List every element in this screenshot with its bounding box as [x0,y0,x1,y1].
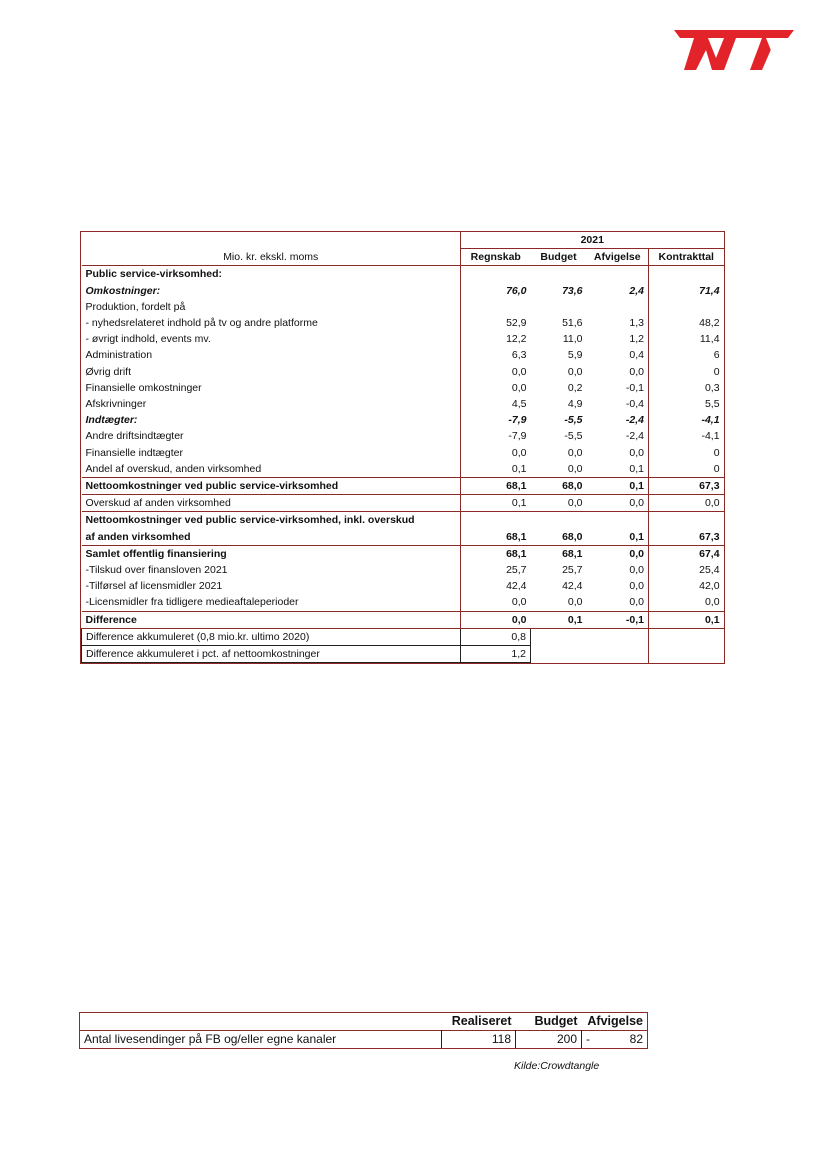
row-label: Afskrivninger [82,396,461,412]
value-afvigelse: 0,0 [587,545,649,562]
value-regnskab: 42,4 [506,580,527,593]
value-budget [531,299,587,315]
value-kontrakttal: 25,4 [699,564,720,577]
value-budget: 0,0 [531,495,587,512]
value-budget: -5,5 [564,430,583,443]
value-budget: -5,5 [564,414,583,427]
row-label: -Tilskud over finansloven 2021 [82,562,461,578]
table-row [82,495,724,512]
value-afvigelse [587,512,649,529]
value-budget: 11,0 [562,333,583,346]
finance-table [81,232,724,663]
value-budget: 0,2 [567,381,583,394]
value-afvigelse: 0,4 [587,347,649,363]
row-label: Andel af overskud, anden virksomhed [82,461,461,478]
value-afvigelse: 1,3 [587,315,649,331]
value-budget: 68,1 [531,545,587,562]
value-budget [531,512,587,529]
row-label: - øvrigt indhold, events mv. [82,331,461,347]
value-kontrakttal: 67,3 [699,530,720,543]
value-afvigelse: 0,0 [587,578,649,594]
value-afvigelse: 0,0 [587,562,649,578]
value-kontrakttal: 71,4 [699,284,720,297]
table-row [82,529,724,546]
live-row-label: Antal livesendinger på FB og/eller egne kanaler [80,1031,442,1049]
section-label: Public service-virksomhed: [82,266,461,283]
table-row [82,512,724,529]
value-kontrakttal: 0,1 [649,611,724,628]
live-col-afvigelse: Afvigelse [582,1013,648,1031]
row-label: Finansielle omkostninger [82,380,461,396]
value-budget: 0,0 [567,365,583,378]
value-regnskab: 25,7 [506,564,527,577]
value-budget: 73,6 [562,284,583,297]
table-row [82,315,724,331]
table-row [82,412,724,428]
value-kontrakttal: 0,0 [649,495,724,512]
accumulated-value: 0,8 [461,628,531,645]
table-row [82,611,724,628]
value-afvigelse [587,299,649,315]
table-row [82,364,724,380]
value-budget: 0,1 [531,611,587,628]
accumulated-label: Difference akkumuleret (0,8 mio.kr. ultimo 2020) [82,628,461,645]
table-row [82,562,724,578]
value-afvigelse: 0,0 [587,445,649,461]
value-kontrakttal: -4,1 [701,430,720,443]
row-label: Indtægter: [82,412,461,428]
value-budget: 0,0 [567,446,583,459]
value-afvigelse: 0,1 [587,529,649,546]
value-budget: 4,9 [567,398,583,411]
value-kontrakttal: 5,5 [704,398,720,411]
value-regnskab: 68,1 [461,478,531,495]
value-kontrakttal: -4,1 [701,414,720,427]
table-row [82,594,724,611]
value-regnskab: 0,1 [461,495,531,512]
value-budget: 0,0 [567,596,583,609]
value-kontrakttal: 0,3 [704,381,720,394]
row-label: Administration [82,347,461,363]
col-header-budget: Budget [540,251,577,264]
value-kontrakttal [649,299,724,315]
row-label: Omkostninger: [82,283,461,299]
table-row [82,380,724,396]
table-row [82,445,724,461]
value-budget: 5,9 [567,349,583,362]
value-budget: 0,0 [567,462,583,475]
row-label: Overskud af anden virksomhed [82,495,461,512]
value-afvigelse: -2,4 [587,428,649,444]
row-label: -Tilførsel af licensmidler 2021 [82,578,461,594]
row-label: -Licensmidler fra tidligere medieaftaleperioder [82,594,461,611]
accumulated-row [82,646,724,663]
table-row [82,428,724,444]
value-kontrakttal: 0 [713,462,720,475]
table-row [82,347,724,363]
value-regnskab: 68,1 [506,530,527,543]
value-kontrakttal: 11,4 [699,333,720,346]
livesendinger-table [79,1012,648,1049]
value-regnskab: -7,9 [508,414,527,427]
row-label: Samlet offentlig finansiering [82,545,461,562]
value-regnskab: 52,9 [506,317,527,330]
value-regnskab: 0,1 [511,462,527,475]
live-value-budget: 200 [516,1031,582,1049]
value-regnskab: 68,1 [461,545,531,562]
logo-mark [666,30,798,72]
value-regnskab: 6,3 [511,349,527,362]
table-row [82,283,724,299]
live-value-afvigelse-cell [582,1031,648,1049]
row-label: Nettoomkostninger ved public service-virksomhed, inkl. overskud [82,512,461,529]
live-value-realiseret: 118 [442,1031,516,1049]
value-afvigelse: -0,4 [587,396,649,412]
accumulated-value: 1,2 [461,646,531,663]
col-header-kontrakttal: Kontrakttal [658,251,714,264]
value-regnskab: 0,0 [511,365,527,378]
table-row [82,578,724,594]
row-label: Nettoomkostninger ved public service-virksomhed [82,478,461,495]
value-kontrakttal: 67,3 [649,478,724,495]
row-label: Produktion, fordelt på [82,299,461,315]
value-afvigelse: 2,4 [587,283,649,299]
row-label: af anden virksomhed [82,529,461,546]
value-regnskab: 0,0 [511,446,527,459]
col-header-regnskab: Regnskab [470,251,521,264]
table-row [82,299,724,315]
row-label: Difference [82,611,461,628]
table-row [82,461,724,478]
unit-label: Mio. kr. ekskl. moms [82,249,461,266]
value-regnskab: 76,0 [506,284,527,297]
value-afvigelse: 0,0 [587,364,649,380]
value-budget: 25,7 [562,564,583,577]
value-regnskab: 0,0 [511,381,527,394]
value-budget: 68,0 [562,530,583,543]
value-regnskab: 4,5 [511,398,527,411]
year-header: 2021 [461,232,724,249]
value-afvigelse: -0,1 [587,380,649,396]
source-note: Kilde:Crowdtangle [514,1060,600,1072]
value-kontrakttal: 6 [713,349,720,362]
live-value-afvigelse: 82 [629,1032,643,1046]
value-kontrakttal: 67,4 [649,545,724,562]
row-label: Andre driftsindtægter [82,428,461,444]
value-budget: 51,6 [562,317,583,330]
col-header-afvigelse: Afvigelse [587,249,649,266]
table-row [82,331,724,347]
value-kontrakttal: 42,0 [699,580,720,593]
value-kontrakttal: 48,2 [699,317,720,330]
accumulated-label: Difference akkumuleret i pct. af nettoomkostninger [82,646,461,663]
row-label: Finansielle indtægter [82,445,461,461]
accumulated-row [82,628,724,645]
value-regnskab [461,512,531,529]
row-label: Øvrig drift [82,364,461,380]
value-afvigelse: 0,1 [587,478,649,495]
value-budget: 42,4 [562,580,583,593]
live-afvigelse-sign: - [586,1032,590,1046]
value-regnskab: 0,0 [461,611,531,628]
value-regnskab: 0,0 [511,596,527,609]
tv-midtvest-logo [666,30,798,72]
live-col-budget: Budget [516,1013,582,1031]
value-budget: 68,0 [531,478,587,495]
live-col-realiseret: Realiseret [442,1013,516,1031]
table-row [82,396,724,412]
value-kontrakttal: 0 [713,365,720,378]
value-regnskab [461,299,531,315]
value-afvigelse: -2,4 [587,412,649,428]
table-row [82,545,724,562]
value-afvigelse: 0,0 [587,594,649,611]
value-kontrakttal [649,512,724,529]
value-regnskab: 12,2 [506,333,527,346]
value-kontrakttal: 0 [713,446,720,459]
row-label: - nyhedsrelateret indhold på tv og andre platforme [82,315,461,331]
value-afvigelse: 1,2 [587,331,649,347]
value-afvigelse: 0,1 [587,461,649,478]
value-kontrakttal: 0,0 [704,596,720,609]
table-row [82,478,724,495]
value-afvigelse: 0,0 [587,495,649,512]
value-afvigelse: -0,1 [587,611,649,628]
value-regnskab: -7,9 [508,430,527,443]
